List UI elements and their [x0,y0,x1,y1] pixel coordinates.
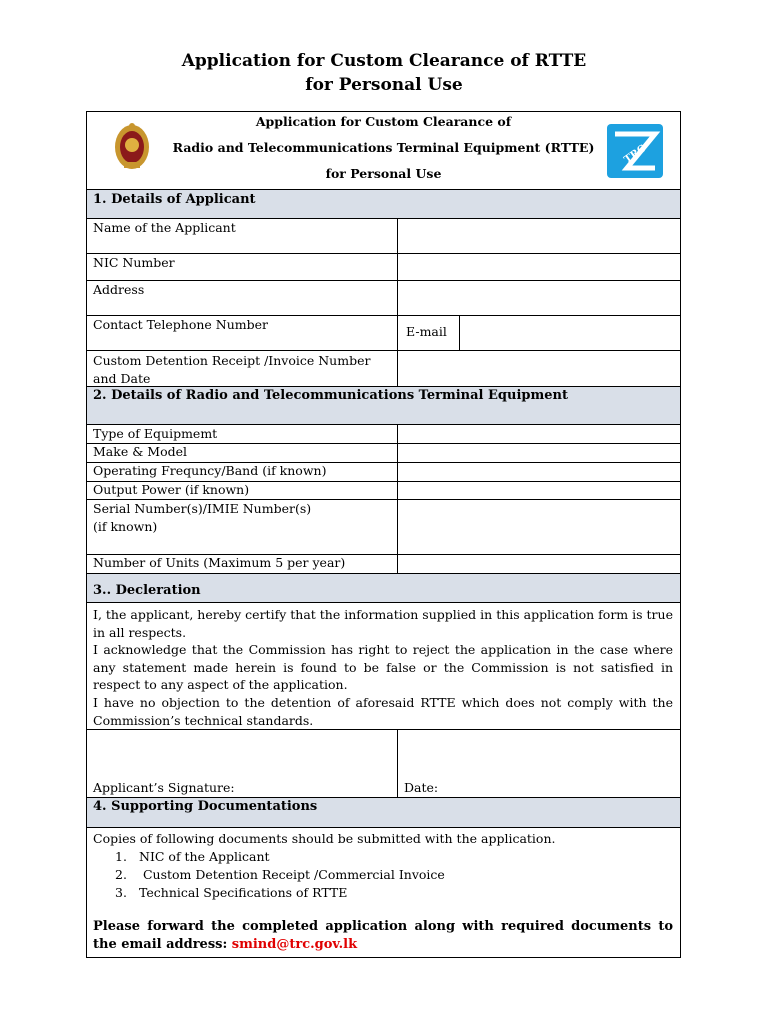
receipt-label [93,352,370,388]
output-power-field[interactable] [398,482,680,499]
section4-heading [86,798,681,828]
header-line3: for Personal Use [325,166,442,181]
serial-field[interactable] [398,500,680,554]
section3-heading-text: 3.. Decleration [93,583,201,598]
contact-email-link[interactable]: smind@trc.gov.lk [231,936,358,952]
frequency-label: Operating Frequncy/Band (if known) [93,463,327,478]
signature-label: Applicant’s Signature: [93,780,235,795]
serial-label-line2: (if known) [93,519,158,534]
phone-label: Contact Telephone Number [93,317,268,332]
document-title-line1: Application for Custom Clearance of RTTE [181,51,587,71]
closing-text: Please forward the completed application along with required documents to the email address: [93,919,673,952]
equipment-type-label: Type of Equipmemt [93,426,218,441]
row-signature [86,730,681,798]
list-item-text: Technical Specifications of RTTE [139,885,348,900]
date-label: Date: [404,780,439,795]
serial-label [93,500,311,536]
applicant-name-field[interactable] [398,219,680,253]
row-units [86,555,681,574]
list-item [115,848,445,866]
receipt-field[interactable] [398,351,680,386]
row-serial [86,500,681,555]
trc-logo-text: TRC [622,143,649,166]
nic-field[interactable] [398,254,680,280]
list-item [115,866,445,884]
receipt-label-line2: and Date [93,371,151,386]
declaration-text-block [86,603,681,730]
section1-heading [86,190,681,219]
list-item-number: 2. [115,867,127,882]
list-item-text: Custom Detention Receipt /Commercial Invoice [139,867,445,882]
row-equipment-type [86,425,681,444]
section2-heading [86,387,681,425]
list-item-number: 3. [115,885,127,900]
list-item-number: 1. [115,849,127,864]
make-model-label: Make & Model [93,444,188,459]
declaration-para1: I, the applicant, hereby certify that the information supplied in this application form is true in all respects. [93,607,673,640]
trc-logo-icon [607,124,663,178]
closing-instruction [93,918,673,953]
list-item [115,884,445,902]
row-receipt [86,351,681,387]
section1-heading-text: 1. Details of Applicant [93,192,256,207]
units-field[interactable] [398,555,680,573]
row-output-power [86,482,681,500]
row-make-model [86,444,681,463]
nic-label: NIC Number [93,255,175,270]
address-label: Address [93,282,145,297]
document-title-line2: for Personal Use [305,75,463,95]
header-line1: Application for Custom Clearance of [255,114,512,129]
equipment-type-field[interactable] [398,425,680,443]
list-item-text: NIC of the Applicant [139,849,270,864]
applicant-name-label: Name of the Applicant [93,220,236,235]
row-contact [86,316,681,351]
make-model-field[interactable] [398,444,680,462]
section4-heading-text: 4. Supporting Documentations [93,799,318,814]
email-field[interactable] [460,316,680,350]
supporting-docs-list [115,848,445,902]
supporting-docs-intro: Copies of following documents should be submitted with the application. [93,831,556,846]
serial-label-line1: Serial Number(s)/IMIE Number(s) [93,501,312,516]
section2-heading-text: 2. Details of Radio and Telecommunications Terminal Equipment [93,388,568,403]
row-nic [86,254,681,281]
section3-heading [86,574,681,603]
row-address [86,281,681,316]
form-header [86,111,681,190]
receipt-label-line1: Custom Detention Receipt /Invoice Number [93,353,371,368]
units-label: Number of Units (Maximum 5 per year) [93,555,346,570]
header-line2: Radio and Telecommunications Terminal Equipment (RTTE) [172,140,595,155]
supporting-docs-block [86,828,681,958]
email-label: E-mail [406,324,447,339]
row-frequency [86,463,681,482]
date-field[interactable] [398,730,680,797]
declaration-para3: I have no objection to the detention of aforesaid RTTE which does not comply with the Commission’s technical standards. [93,695,673,728]
application-form [86,111,681,958]
address-field[interactable] [398,281,680,315]
output-power-label: Output Power (if known) [93,482,250,497]
row-applicant-name [86,219,681,254]
declaration-para2: I acknowledge that the Commission has right to reject the application in the case where any statement made herein is found to be false or the Commission is not satisfied in respect to any aspect of the application. [93,642,673,692]
frequency-field[interactable] [398,463,680,481]
